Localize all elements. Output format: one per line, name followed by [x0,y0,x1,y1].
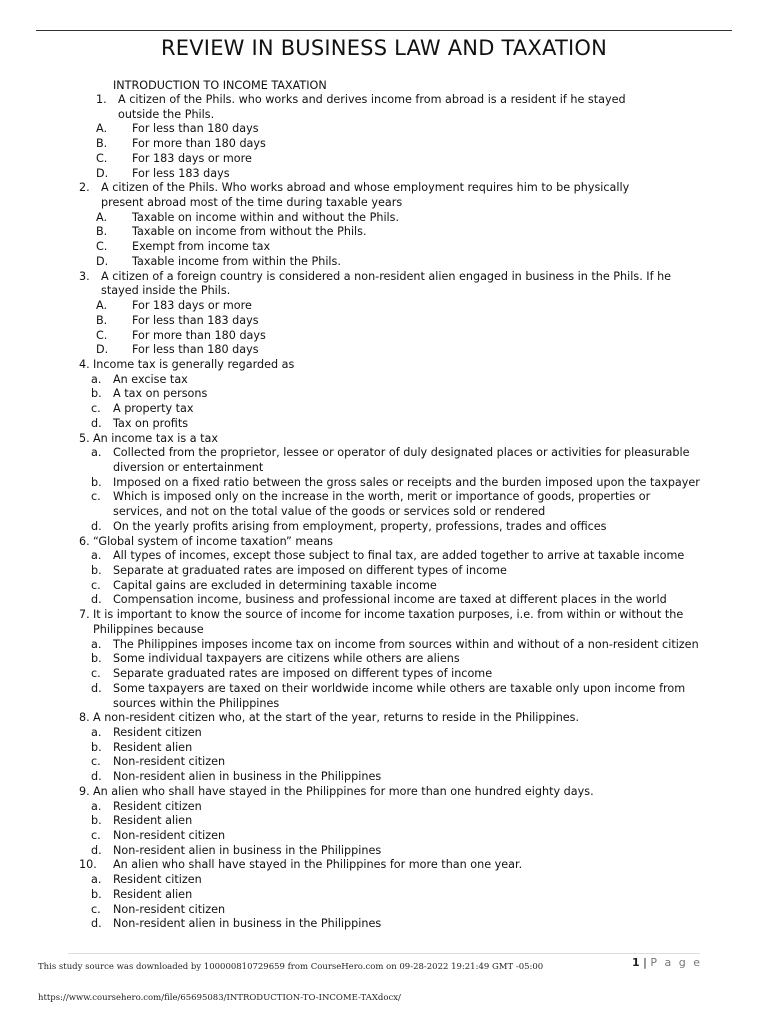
question-text: A citizen of the Phils. Who works abroad and whose employment requires him to be physically [101,181,630,195]
choice-text: Some individual taxpayers are citizens while others are aliens [113,652,460,666]
choice-text: diversion or entertainment [113,461,264,474]
page-number [632,956,702,969]
choice-text: Non-resident citizen [113,829,226,842]
choice-text: Compensation income, business and professional income are taxed at different places in the world [113,593,667,607]
question-text: It is important to know the source of income for income taxation purposes, i.e. from within or without the [93,608,684,622]
choice-letter: a. [91,446,102,460]
choice-letter: b. [91,564,102,578]
choice-letter: d. [91,519,102,533]
choice-text: Separate at graduated rates are imposed on different types of income [113,564,507,578]
choice-letter: D. [96,254,109,268]
choice-text: Non-resident alien in business in the Philippines [113,843,382,857]
choice-letter: A. [96,299,108,313]
choice-text: Collected from the proprietor, lessee or operator of duly designated places or activities for pleasurable [113,446,690,460]
question-number: 3. [79,269,90,283]
question-number: 7. [79,608,90,622]
choice-text: A tax on persons [113,387,208,401]
question-number: 6. [79,534,90,548]
question-text: An income tax is a tax [93,431,219,445]
choice-text: All types of incomes, except those subject to final tax, are added together to arrive at taxable income [113,549,685,563]
choice-letter: b. [91,740,102,754]
footer-rule [68,953,700,954]
download-notice: This study source was downloaded by 100000810729659 from CourseHero.com on 09-28-2022 19:21:49 GMT -05:00 [38,962,544,972]
question-text: stayed inside the Phils. [101,284,231,298]
question-number: 2. [79,181,90,195]
choice-text: On the yearly profits arising from employment, property, professions, trades and offices [113,519,607,533]
choice-letter: b. [91,652,102,666]
choice-letter: B. [96,225,108,239]
choice-text: Non-resident alien in business in the Philippines [113,917,382,931]
choice-text: Non-resident alien in business in the Philippines [113,770,382,784]
page-separator: | [643,956,647,969]
question-text: A citizen of the Phils. who works and derives income from abroad is a resident if he stayed [118,93,626,106]
question-text: An alien who shall have stayed in the Philippines for more than one year. [113,858,523,872]
choice-letter: c. [91,402,101,416]
document-title: REVIEW IN BUSINESS LAW AND TAXATION [160,36,608,60]
choice-text: For less 183 days [132,166,230,180]
choice-text: Non-resident citizen [113,902,226,916]
choice-letter: C. [96,240,108,254]
source-url: https://www.coursehero.com/file/65695083/INTRODUCTION-TO-INCOME-TAXdocx/ [38,993,401,1003]
choice-letter: A. [96,122,108,136]
question-text: An alien who shall have stayed in the Philippines for more than one hundred eighty days. [93,784,594,798]
choice-letter: c. [91,902,101,916]
choice-text: Separate graduated rates are imposed on different types of income [113,667,493,681]
question-number: 10. [79,858,97,872]
choice-letter: A. [96,210,108,224]
choice-letter: d. [91,681,102,695]
choice-letter: b. [91,887,102,901]
choice-letter: D. [96,343,109,357]
choice-text: Resident alien [113,814,193,828]
choice-text: The Philippines imposes income tax on income from sources within and without of a non-resident citizen [113,637,699,651]
choice-text: Taxable on income within and without the Phils. [132,210,400,224]
choice-letter: d. [91,917,102,931]
choice-letter: c. [91,829,101,842]
choice-letter: a. [91,637,102,651]
top-rule [36,30,732,31]
choice-text: For 183 days or more [132,151,252,165]
question-text: present abroad most of the time during taxable years [101,196,403,210]
choice-letter: C. [96,328,108,342]
choice-text: A property tax [113,402,194,416]
choice-text: services, and not on the total value of the goods or services sold or rendered [113,505,546,519]
choice-letter: a. [91,873,102,887]
choice-letter: b. [91,387,102,401]
choice-text: Capital gains are excluded in determining taxable income [113,578,437,592]
choice-letter: D. [96,166,109,180]
question-text: A non-resident citizen who, at the start of the year, returns to reside in the Philippines. [93,711,580,725]
choice-text: Which is imposed only on the increase in the worth, merit or importance of goods, properties or [113,490,651,504]
choice-text: Resident citizen [113,873,202,887]
choice-letter: c. [91,667,101,681]
choice-letter: c. [91,490,101,504]
choice-text: Imposed on a fixed ratio between the gross sales or receipts and the burden imposed upon the taxpayer [113,475,700,489]
choice-letter: c. [91,578,101,592]
choice-text: Taxable income from within the Phils. [132,254,341,268]
choice-text: For more than 180 days [132,137,266,151]
choice-text: For less than 180 days [132,122,259,136]
question-text: Philippines because [93,622,204,636]
choice-text: For less than 180 days [132,343,259,357]
choice-text: Resident citizen [113,725,202,739]
choice-text: Some taxpayers are taxed on their worldwide income while others are taxable only upon income from [113,681,686,695]
choice-letter: a. [91,799,102,813]
choice-text: Taxable on income from without the Phils. [132,225,367,239]
page-number-value: 1 [632,956,640,969]
choice-text: Resident citizen [113,799,202,813]
choice-letter: a. [91,725,102,739]
question-number: 4. [79,357,90,371]
choice-letter: c. [91,755,101,769]
question-number: 8. [79,711,90,725]
choice-text: Resident alien [113,887,193,901]
question-text: “Global system of income taxation” means [93,534,333,548]
choice-letter: C. [96,151,108,165]
choice-text: Non-resident citizen [113,755,226,769]
choice-letter: d. [91,843,102,857]
choice-letter: b. [91,475,102,489]
choice-text: An excise tax [113,372,188,386]
question-text: outside the Phils. [118,107,215,121]
choice-letter: b. [91,814,102,828]
choice-letter: a. [91,372,102,386]
choice-letter: B. [96,313,108,327]
choice-text: Tax on profits [113,416,189,430]
choice-text: For more than 180 days [132,328,266,342]
choice-letter: d. [91,770,102,784]
question-number: 1. [96,93,107,106]
choice-text: sources within the Philippines [113,696,280,710]
choice-letter: a. [91,549,102,563]
question-text: A citizen of a foreign country is considered a non-resident alien engaged in business in the Phils. If he [101,269,672,283]
page-label: P a g e [650,956,702,969]
choice-letter: B. [96,137,108,151]
choice-text: For 183 days or more [132,299,252,313]
section-heading: INTRODUCTION TO INCOME TAXATION [113,79,327,92]
choice-letter: d. [91,593,102,607]
question-text: Income tax is generally regarded as [93,357,295,371]
choice-text: Resident alien [113,740,193,754]
question-number: 9. [79,784,90,798]
choice-text: For less than 183 days [132,313,259,327]
choice-letter: d. [91,416,102,430]
question-number: 5. [79,431,90,445]
choice-text: Exempt from income tax [132,240,271,254]
